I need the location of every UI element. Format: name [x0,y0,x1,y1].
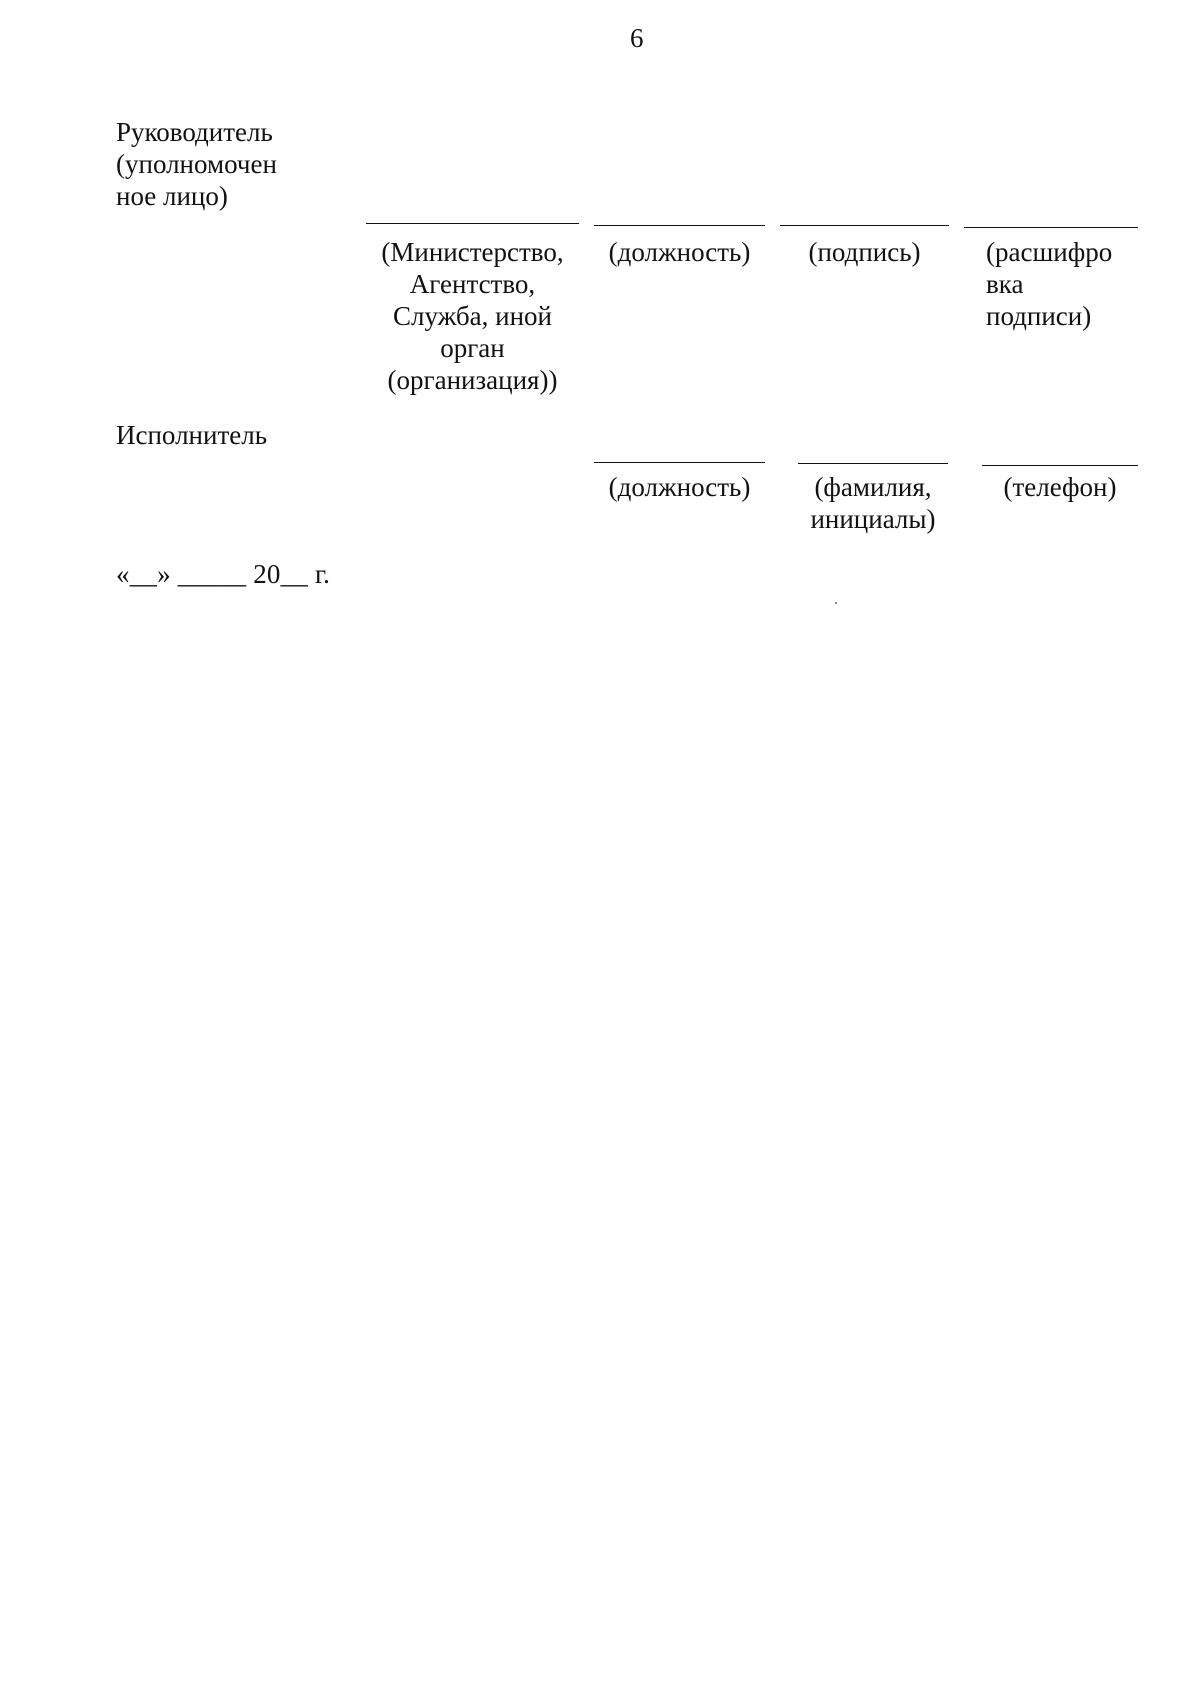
executor-position-caption [594,471,765,503]
signature-transcript-line [964,227,1138,228]
page-number: 6 [630,23,644,53]
organization-caption-line-4: орган [440,333,505,363]
executor-name-caption-line-2: инициалы) [810,504,936,534]
organization-caption-line-5: (организация)) [387,365,558,395]
speck-mark [835,602,837,604]
organization-caption-line-1: (Министерство, [381,237,564,267]
head-position-caption [594,236,765,268]
organization-caption-line-3: Служба, иной [393,301,552,331]
head-label-line-1: Руководитель [116,117,273,147]
head-label-line-2: (уполномочен [116,149,277,179]
date-line: «__» _____ 20__ г. [116,559,331,589]
signature-caption [780,236,949,268]
executor-phone-line [982,465,1138,466]
signature-caption-line-1: (подпись) [808,237,921,267]
executor-name-caption [798,471,948,535]
head-label [116,116,306,212]
organization-caption-line-2: Агентство, [409,269,536,299]
executor-position-line [594,462,765,463]
executor-name-caption-line-1: (фамилия, [814,472,932,502]
executor-phone-caption-line-1: (телефон) [1003,472,1117,502]
organization-signature-line [366,223,579,224]
signature-transcript-caption-line-3: подписи) [986,301,1092,331]
head-label-line-3: ное лицо) [116,181,228,211]
executor-label: Исполнитель [116,420,268,450]
head-position-signature-line [594,225,765,226]
head-position-caption-line-1: (должность) [608,237,751,267]
signature-transcript-caption-line-2: вка [986,269,1024,299]
executor-phone-caption [982,471,1138,503]
organization-caption [366,236,579,396]
executor-position-caption-line-1: (должность) [608,472,751,502]
signature-line [780,225,949,226]
signature-transcript-caption [986,236,1138,332]
executor-name-line [798,463,948,464]
signature-transcript-caption-line-1: (расшифро [986,237,1113,267]
